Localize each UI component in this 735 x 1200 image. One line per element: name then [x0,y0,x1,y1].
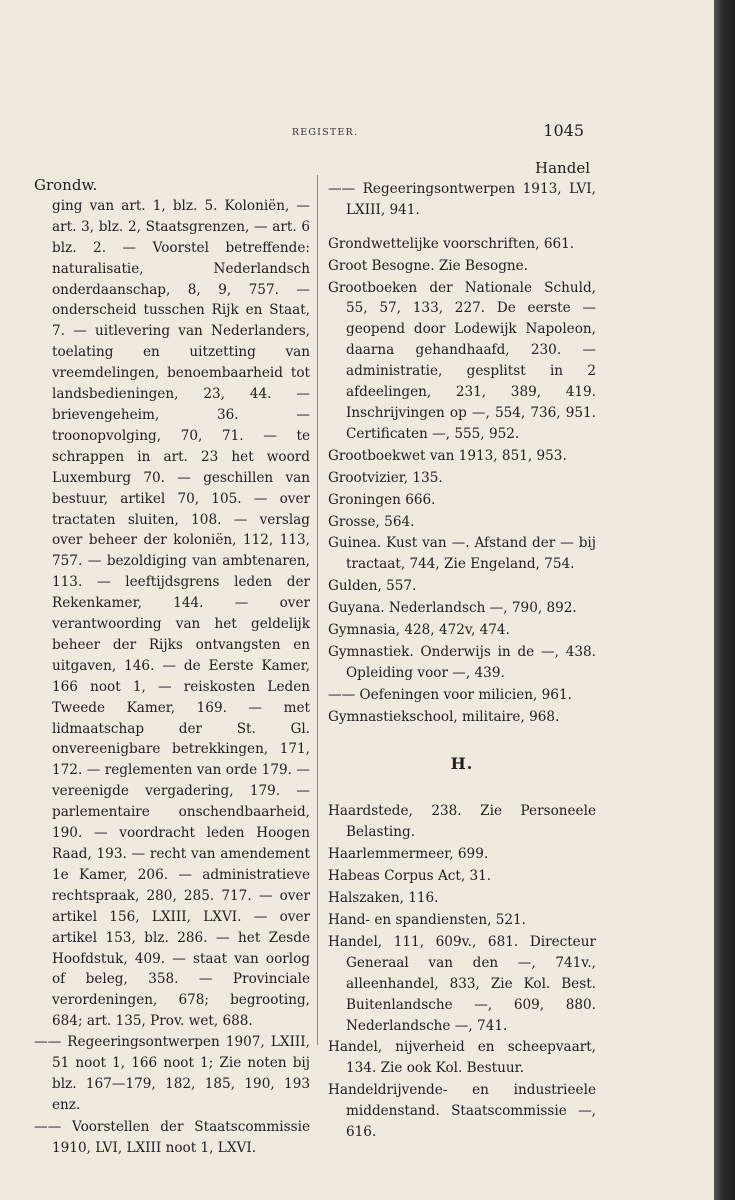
column-divider [317,175,318,1045]
left-lead-word: Grondw. [34,176,98,194]
index-entry: Habeas Corpus Act, 31. [328,868,492,885]
h-entries-list [328,801,596,1143]
index-entry: Haardstede, 238. Zie Personeele Belasting. [328,803,596,841]
index-entry: Gulden, 557. [328,578,417,595]
index-entry: —— Voorstellen der Staatscommissie 1910, LVI, LXIII noot 1, LXVI. [34,1118,310,1156]
index-entry: Gymnastiek. Onderwijs in de —, 438. Opleiding voor —, 439. [328,643,596,681]
index-entry: Gymnasia, 428, 472v, 474. [328,622,510,639]
index-entry: Groningen 666. [328,491,436,508]
index-entry: Guinea. Kust van —. Afstand der — bij tractaat, 744, Zie Engeland, 754. [328,535,596,573]
index-entry: Groot Besogne. Zie Besogne. [328,257,529,274]
index-entry: Grootboekwet van 1913, 851, 953. [328,447,567,464]
page-number: 1045 [543,121,584,140]
left-column [34,175,310,1160]
index-entry: Grosse, 564. [328,513,415,530]
index-entry: —— Oefeningen voor milicien, 961. [328,686,572,703]
index-entry: Handel, nijverheid en scheepvaart, 134. Zie ook Kol. Bestuur. [328,1039,596,1077]
index-entry: —— Regeeringsontwerpen 1913, LVI, LXIII, 941. [328,180,596,218]
index-entry: Grootboeken der Nationale Schuld, 55, 57, 133, 227. De eerste — geopend door Lodewijk Napoleon, daarna gehandhaafd, 230. — administratie, gesplitst in 2 afdeelingen, 231, 389, 419. Inschrijvingen op —, 554, 736, 951. Certificaten —, 555, 952. [328,279,596,442]
page-edge-shadow [714,0,735,1200]
index-entry: Gymnastiekschool, militaire, 968. [328,708,560,725]
index-entry: Grootvizier, 135. [328,469,443,486]
index-entry: Haarlemmermeer, 699. [328,846,489,863]
index-entry: Halszaken, 116. [328,890,439,907]
index-entry: —— Regeeringsontwerpen 1907, LXIII, 51 noot 1, 166 noot 1; Zie noten bij blz. 167—179, 182, 185, 190, 193 enz. [34,1034,310,1113]
index-entry: Grondwettelijke voorschriften, 661. [328,235,575,252]
index-entry: Handeldrijvende- en industrieele middenstand. Staatscommissie —, 616. [328,1082,596,1141]
running-title: REGISTER. [291,127,359,138]
section-heading-h: H. [450,753,474,773]
index-entry: Hand- en spandiensten, 521. [328,912,526,928]
index-entry: Handel, 111, 609v., 681. Directeur Generaal van den —, 741v., alleenhandel, 833, Zie Kol. Best. Buitenlandsche —, 609, 880. Nederlandsche —, 741. [328,933,596,1034]
right-lead-word: Handel [535,159,590,177]
g-entries-list [328,234,596,728]
right-column [328,158,596,1144]
left-continued-entry: ging van art. 1, blz. 5. Koloniën, — art. 3, blz. 2, Staatsgrenzen, — art. 6 blz. 2. — Voorstel betreffende: naturalisatie, Nederlandsch onderdaanschap, 8, 9, 757. — onderscheid tusschen Rijk en Staat, 7. — uitlevering van Nederlanders, toelating en uitzetting van vreemdelingen, benoembaarheid tot landsbedieningen, 23, 44. — brievengeheim, 36. — troonopvolging, 70, 71. — te schrappen in art. 23 het woord Luxemburg 70. — geschillen van bestuur, artikel 70, 105. — over tractaten sluiten, 108. — verslag over beheer der koloniën, 112, 113, 757. — bezoldiging van ambtenaren, 113. — leeftijdsgrens leden der Rekenkamer, 144. — over verantwoording van het geldelijk beheer der Rijks ontvangsten en uitgaven, 146. — de Eerste Kamer, 166 noot 1, — reiskosten Leden Tweede Kamer, 169. — met lidmaatschap der St. Gl. onvereenigbare betrekkingen, 171, 172. — reglementen van orde 179. — vereenigde vergadering, 179. — parlementaire onschendbaarheid, 190. — voordracht leden Hoogen Raad, 193. — recht van amendement 1e Kamer, 206. — administratieve rechtspraak, 280, 285. 717. — over artikel 156, LXIII, LXVI. — over artikel 153, blz. 286. — het Zesde Hoofdstuk, 409. — staat van oorlog of beleg, 358. — Provinciale verordeningen, 678; begrooting, 684; art. 135, Prov. wet, 688. [52,197,310,1030]
index-entry: Guyana. Nederlandsch —, 790, 892. [328,600,577,617]
